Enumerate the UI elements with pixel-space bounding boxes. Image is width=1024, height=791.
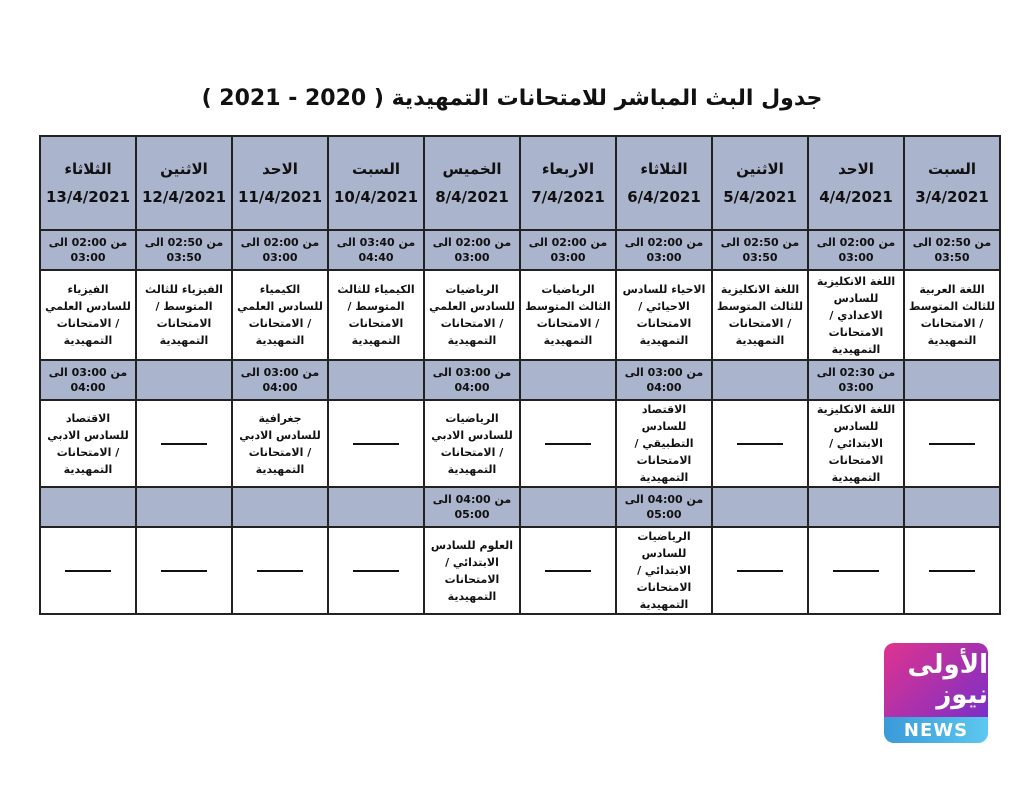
subject-cell: اللغة الانكليزية للثالث المتوسط / الامتحانات التمهيدية [712,270,808,360]
day-date: 6/4/2021 [627,188,701,206]
subject-cell: العلوم للسادس الابتدائي / الامتحانات التمهيدية [424,527,520,614]
day-header-cell [616,136,712,230]
slot3-subject-row [40,527,1000,614]
subject-cell: الاقتصاد للسادس التطبيقي / الامتحانات التمهيدية [616,400,712,487]
subject-cell: الاحياء للسادس الاحيائي / الامتحانات التمهيدية [616,270,712,360]
empty-dash [353,570,399,572]
empty-dash [833,570,879,572]
day-header-cell [328,136,424,230]
time-cell: من 03:40 الى 04:40 [328,230,424,270]
day-name: الثلاثاء [64,160,112,178]
subject-cell [328,400,424,487]
time-cell: من 02:30 الى 03:00 [808,360,904,400]
day-date: 13/4/2021 [45,188,131,206]
time-cell [328,487,424,527]
subject-cell: الاقتصاد للسادس الادبي / الامتحانات التمهيدية [40,400,136,487]
news-logo [884,643,988,743]
time-cell [136,487,232,527]
subject-cell [232,527,328,614]
time-cell: من 02:00 الى 03:00 [616,230,712,270]
subject-cell [40,527,136,614]
day-name: السبت [927,160,977,178]
day-name: الثلاثاء [640,160,688,178]
subject-cell [520,400,616,487]
empty-dash [929,443,975,445]
subject-cell: اللغة العربية للثالث المتوسط / الامتحانات التمهيدية [904,270,1000,360]
day-date: 3/4/2021 [915,188,989,206]
empty-dash [545,570,591,572]
day-name: الاربعاء [541,160,595,178]
time-cell: من 02:00 الى 03:00 [424,230,520,270]
subject-cell: الكيمياء للثالث المتوسط / الامتحانات التمهيدية [328,270,424,360]
day-header-cell [424,136,520,230]
slot2-subject-row [40,400,1000,487]
time-cell [712,360,808,400]
subject-cell [136,527,232,614]
day-date: 4/4/2021 [819,188,893,206]
time-cell [808,487,904,527]
day-header-cell [904,136,1000,230]
subject-cell: الرياضيات للسادس الادبي / الامتحانات التمهيدية [424,400,520,487]
time-cell: من 02:00 الى 03:00 [808,230,904,270]
time-cell: من 02:50 الى 03:50 [136,230,232,270]
subject-cell [808,527,904,614]
time-cell: من 04:00 الى 05:00 [424,487,520,527]
day-header-cell [136,136,232,230]
empty-dash [545,443,591,445]
time-cell: من 02:00 الى 03:00 [40,230,136,270]
empty-dash [161,443,207,445]
subject-cell: اللغة الانكليزية للسادس الاعدادي / الامتحانات التمهيدية [808,270,904,360]
time-cell: من 03:00 الى 04:00 [232,360,328,400]
empty-dash [161,570,207,572]
time-cell [904,487,1000,527]
time-cell [712,487,808,527]
time-cell: من 03:00 الى 04:00 [40,360,136,400]
subject-cell [328,527,424,614]
subject-cell: اللغة الانكليزية للسادس الابتدائي / الامتحانات التمهيدية [808,400,904,487]
day-header-cell [232,136,328,230]
header-row [40,136,1000,230]
time-cell [520,360,616,400]
subject-cell [712,400,808,487]
subject-cell: الكيمياء للسادس العلمي / الامتحانات التمهيدية [232,270,328,360]
slot3-time-row [40,487,1000,527]
subject-cell: جغرافية للسادس الادبي / الامتحانات التمهيدية [232,400,328,487]
page-title: جدول البث المباشر للامتحانات التمهيدية ( 2020 - 2021 ) [201,86,823,111]
empty-dash [737,443,783,445]
subject-cell [136,400,232,487]
empty-dash [65,570,111,572]
time-cell: من 02:00 الى 03:00 [520,230,616,270]
slot1-time-row [40,230,1000,270]
day-date: 11/4/2021 [237,188,323,206]
subject-cell [520,527,616,614]
time-cell: من 02:50 الى 03:50 [712,230,808,270]
subject-cell: الرياضيات للسادس الابتدائي / الامتحانات التمهيدية [616,527,712,614]
day-header-cell [712,136,808,230]
day-name: الاحد [262,160,298,178]
empty-dash [929,570,975,572]
subject-cell [712,527,808,614]
time-cell: من 02:50 الى 03:50 [904,230,1000,270]
day-name: الاثنين [160,160,208,178]
empty-dash [353,443,399,445]
day-date: 12/4/2021 [141,188,227,206]
logo-news-text: NEWS [884,717,988,743]
schedule-table [39,135,1001,615]
time-cell [136,360,232,400]
time-cell: من 02:00 الى 03:00 [232,230,328,270]
day-date: 5/4/2021 [723,188,797,206]
day-name: الخميس [442,160,502,178]
time-cell [328,360,424,400]
day-date: 8/4/2021 [435,188,509,206]
slot2-time-row [40,360,1000,400]
time-cell: من 03:00 الى 04:00 [616,360,712,400]
time-cell [40,487,136,527]
subject-cell [904,527,1000,614]
time-cell [232,487,328,527]
time-cell [520,487,616,527]
slot1-subject-row [40,270,1000,360]
day-header-cell [808,136,904,230]
subject-cell [904,400,1000,487]
day-header-cell [40,136,136,230]
day-header-cell [520,136,616,230]
time-cell: من 03:00 الى 04:00 [424,360,520,400]
time-cell: من 04:00 الى 05:00 [616,487,712,527]
subject-cell: الفيزياء للسادس العلمي / الامتحانات التمهيدية [40,270,136,360]
day-date: 7/4/2021 [531,188,605,206]
day-name: السبت [351,160,401,178]
subject-cell: الرياضيات الثالث المتوسط / الامتحانات التمهيدية [520,270,616,360]
subject-cell: الرياضيات للسادس العلمي / الامتحانات التمهيدية [424,270,520,360]
day-name: الاثنين [736,160,784,178]
logo-arabic-text: الأولى نيوز [884,643,988,717]
day-name: الاحد [838,160,874,178]
empty-dash [257,570,303,572]
empty-dash [737,570,783,572]
day-date: 10/4/2021 [333,188,419,206]
subject-cell: الفيزياء للثالث المتوسط / الامتحانات التمهيدية [136,270,232,360]
time-cell [904,360,1000,400]
